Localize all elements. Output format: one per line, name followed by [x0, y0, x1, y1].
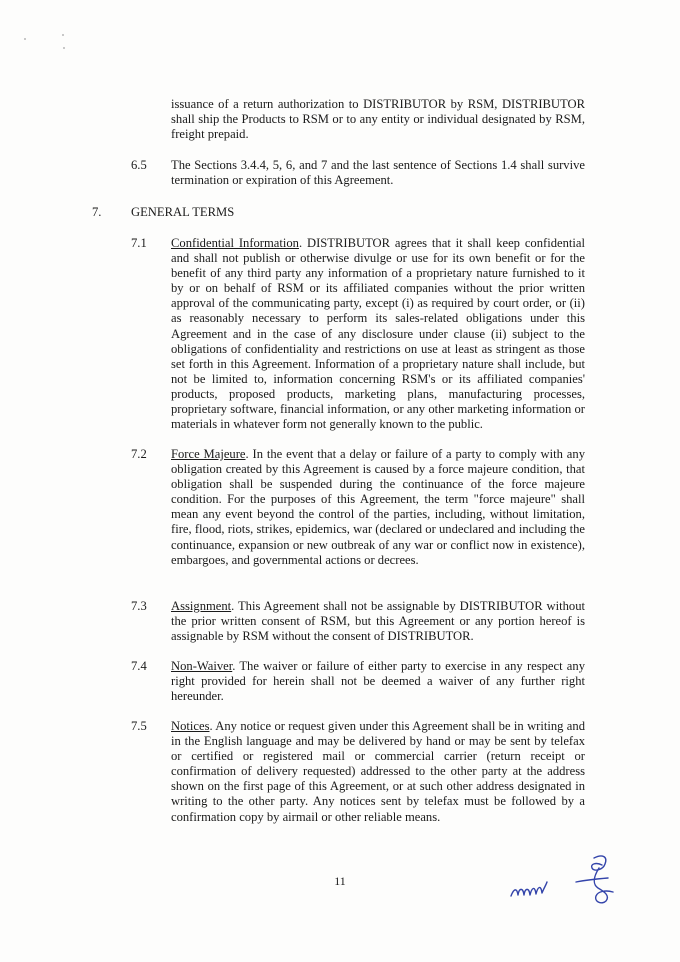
clause-7-2-body [171, 447, 585, 568]
clause-7-3-body [171, 599, 585, 644]
clause-number-7-1: 7.1 [131, 236, 147, 250]
section-number-6-5: 6.5 [131, 158, 147, 172]
clause-7-4-title: Non-Waiver [171, 659, 233, 673]
clause-7-3-title: Assignment [171, 599, 232, 613]
clause-7-1-body [171, 236, 585, 432]
scan-speck [24, 38, 26, 40]
clause-number-7-2: 7.2 [131, 447, 147, 461]
handwritten-initials-left [508, 868, 558, 904]
page-number: 11 [334, 874, 346, 888]
clause-7-5-text: . Any notice or request given under this Agreement shall be in writing and in the English language and may be delivered by hand or may be sent by telefax or certified or registered mail or commercial carrier (return receipt or confirmation of delivery requested) addressed to the other party at the address shown on the first page of this Agreement, or at such other address designated in writing to the other party. Any notices sent by telefax must be followed by a confirmation copy by airmail or other reliable means. [171, 719, 585, 824]
clause-7-2-text: . In the event that a delay or failure of a party to comply with any obligation created by this Agreement is caused by a force majeure condition, that obligation shall be suspended during the continuance of the force majeure condition. For the purposes of this Agreement, the term "force majeure" shall mean any event beyond the control of the parties, including, without limitation, fire, flood, riots, strikes, epidemics, war (declared or undeclared and including the continuance, expansion or new outbreak of any war or conflict now in existence), embargoes, and governmental actions or decrees. [171, 447, 585, 567]
clause-number-7-5: 7.5 [131, 719, 147, 733]
clause-7-1-text: . DISTRIBUTOR agrees that it shall keep confidential and shall not publish or otherwise divulge or use for its own benefit or for the benefit of any third party any information of a proprietary nature furnished to it by or on behalf of RSM or its affiliated companies without the prior written approval of the communicating party, except (i) as required by court order, or (ii) as reasonably necessary to perform its sales-related obligations under this Agreement and in the case of any disclosure under clause (ii) subject to the obligations of confidentiality and restrictions on use at least as stringent as those set forth in this Agreement. Information of a proprietary nature shall include, but not be limited to, information concerning RSM's or its affiliated companies' products, proposed products, marketing plans, manufacturing processes, proprietary software, financial information, or any other marketing information or materials in whatever form not generally known to the public. [171, 236, 585, 432]
clause-7-5-body [171, 719, 585, 825]
clause-number-7-4: 7.4 [131, 659, 147, 673]
continuation-paragraph: issuance of a return authorization to DISTRIBUTOR by RSM, DISTRIBUTOR shall ship the Products to RSM or to any entity or individual designated by RSM, freight prepaid. [171, 97, 585, 142]
handwritten-initials-right [572, 852, 622, 906]
section-number-7: 7. [92, 205, 102, 219]
clause-7-2-title: Force Majeure [171, 447, 246, 461]
section-6-5-text: The Sections 3.4.4, 5, 6, and 7 and the last sentence of Sections 1.4 shall survive termination or expiration of this Agreement. [171, 158, 585, 188]
clause-7-4-text: . The waiver or failure of either party to exercise in any respect any right provided for herein shall not be deemed a waiver of any further right hereunder. [171, 659, 585, 704]
section-7-title: GENERAL TERMS [131, 205, 235, 219]
scan-speck [62, 34, 64, 36]
clause-7-5-title: Notices [171, 719, 210, 733]
clause-7-4-body [171, 659, 585, 704]
clause-7-1-title: Confidential Information [171, 236, 299, 250]
scan-speck [63, 47, 65, 49]
clause-number-7-3: 7.3 [131, 599, 147, 613]
clause-7-3-text: . This Agreement shall not be assignable by DISTRIBUTOR without the prior written consent of RSM, but this Agreement or any portion hereof is assignable by RSM without the consent of DISTRIBUTOR. [171, 599, 585, 644]
